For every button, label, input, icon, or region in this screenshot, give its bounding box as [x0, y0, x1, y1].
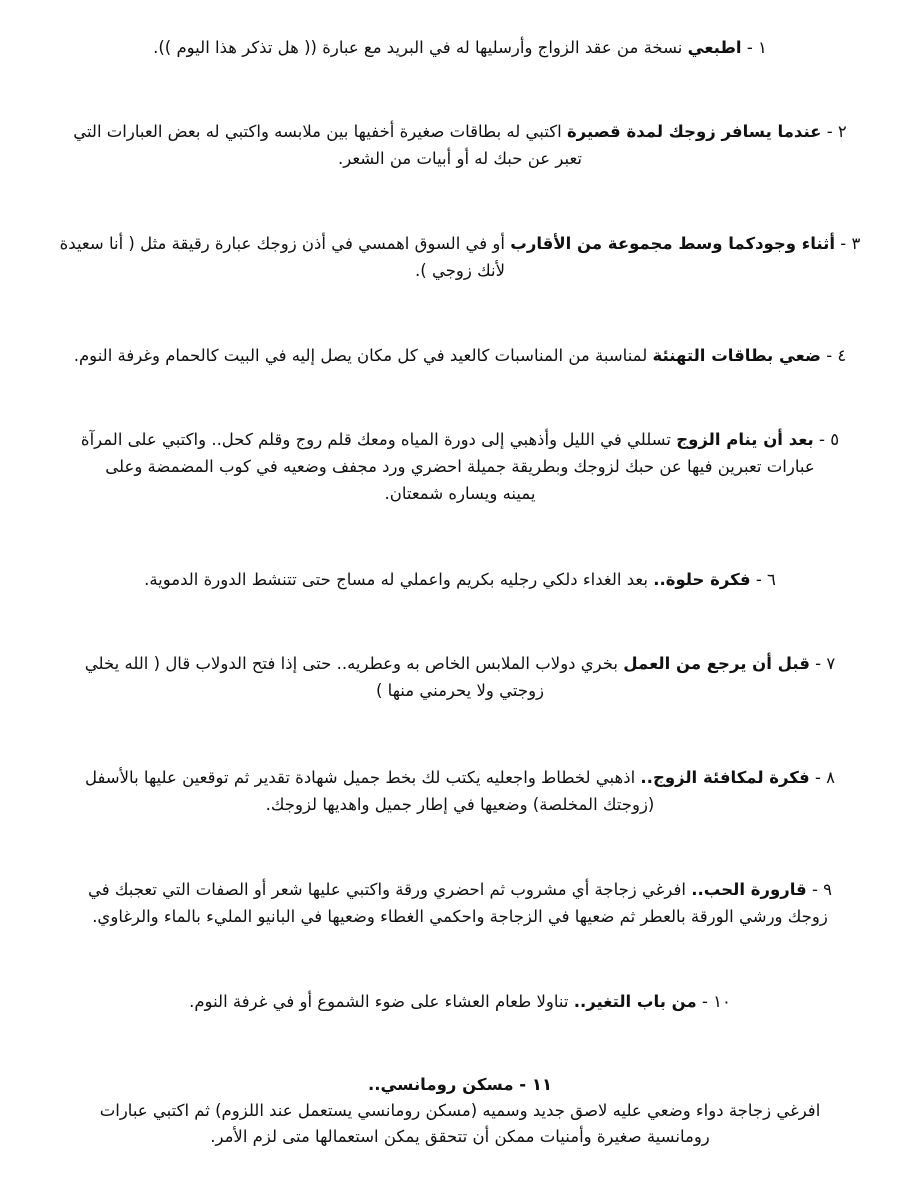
- tip-11-title: [36, 1072, 884, 1098]
- tip-6: [36, 566, 884, 593]
- tip-9: [36, 876, 884, 930]
- tip-3-line-2: لأنك زوجي ).: [415, 261, 505, 280]
- tip-8-line-1: [36, 764, 884, 791]
- tip-10-line-1: [36, 988, 884, 1015]
- tip-5-text: تسللي في الليل وأذهبي إلى دورة المياه ومعك قلم روج وقلم كحل.. واكتبي على المرآة: [80, 430, 671, 449]
- tip-11-line-1: افرغي زجاجة دواء وضعي عليه لاصق جديد وسميه (مسكن رومانسي يستعمل عند اللزوم) ثم اكتبي عبارات: [99, 1101, 821, 1120]
- tip-5-lead: بعد أن ينام الزوج: [676, 430, 814, 449]
- tip-4-lead: ضعي بطاقات التهنئة: [652, 346, 821, 365]
- tip-7-line-2: زوجتي ولا يحرمني منها ): [375, 681, 545, 700]
- tip-9-number: ٩ -: [811, 880, 833, 899]
- tip-8-lead: فكرة لمكافئة الزوج..: [640, 768, 810, 787]
- tip-7-lead: قبل أن يرجع من العمل: [623, 654, 810, 673]
- tip-7: [36, 650, 884, 704]
- tip-2-number: ٢ -: [826, 122, 847, 141]
- tip-5-line-2: عبارات تعبرين فيها عن حبك لزوجك وبطريقة جميلة احضري ورد مجفف وضعيه في كوب المضمضة وعلى: [105, 457, 815, 476]
- tip-6-number: ٦ -: [755, 570, 776, 589]
- tip-5: [36, 426, 884, 507]
- tip-2-line-1: [36, 118, 884, 145]
- tip-9-line-1: [36, 876, 884, 903]
- tip-4-line-1: [36, 342, 884, 369]
- tip-7-number: ٧ -: [815, 654, 836, 673]
- tip-5-line-1: [36, 426, 884, 453]
- tip-1-number: ١ -: [746, 38, 767, 57]
- tip-5-number: ٥ -: [819, 430, 840, 449]
- tip-11: [36, 1072, 884, 1150]
- tip-1: [36, 34, 884, 61]
- tip-2: [36, 118, 884, 172]
- tip-9-line-2: زوجك ورشي الورقة بالعطر ثم ضعيها في الزجاجة واحكمي الغطاء وضعيها في البانيو المليء بالماء والرغاوي.: [92, 907, 828, 926]
- tip-4-number: ٤ -: [826, 346, 847, 365]
- tip-7-text: بخري دولاب الملابس الخاص به وعطريه.. حتى إذا فتح الدولاب قال ( الله يخلي: [84, 654, 619, 673]
- tip-3: [36, 230, 884, 284]
- tip-8-number: ٨ -: [814, 768, 836, 787]
- tip-8-line-2: (زوجتك المخلصة) وضعيها في إطار جميل واهديها لزوجك.: [265, 795, 655, 814]
- tip-11-lead: مسكن رومانسي..: [367, 1075, 514, 1094]
- tip-11-line-2: رومانسية صغيرة وأمنيات ممكن أن تتحقق يمكن استعمالها متى لزم الأمر.: [210, 1127, 710, 1146]
- tip-9-text: افرغي زجاجة أي مشروب ثم احضري ورقة واكتبي عليها شعر أو الصفات التي تعجبك في: [87, 880, 686, 899]
- tip-10-text: تناولا طعام العشاء على ضوء الشموع أو في غرفة النوم.: [189, 992, 569, 1011]
- tip-4: [36, 342, 884, 369]
- tip-1-text: نسخة من عقد الزواج وأرسليها له في البريد مع عبارة (( هل تذكر هذا اليوم )).: [153, 38, 683, 57]
- tip-1-lead: اطبعي: [687, 38, 742, 57]
- tip-8-text: اذهبي لخطاط واجعليه يكتب لك بخط جميل شهادة تقدير ثم توقعين عليها بالأسفل: [84, 768, 636, 787]
- tip-6-text: بعد الغداء دلكي رجليه بكريم واعملي له مساج حتى تتنشط الدورة الدموية.: [144, 570, 648, 589]
- tip-7-line-1: [36, 650, 884, 677]
- tip-3-lead: أثناء وجودكما وسط مجموعة من الأقارب: [510, 234, 836, 253]
- tip-6-line-1: [36, 566, 884, 593]
- tip-10-number: ١٠ -: [701, 992, 731, 1011]
- tip-9-lead: قارورة الحب..: [691, 880, 807, 899]
- tip-2-text: اكتبي له بطاقات صغيرة أخفيها بين ملابسه واكتبي له بعض العبارات التي: [73, 122, 562, 141]
- tip-2-lead: عندما يسافر زوجك لمدة قصيرة: [566, 122, 822, 141]
- tip-5-line-3: يمينه ويساره شمعتان.: [384, 484, 536, 503]
- tip-11-number: ١١ -: [519, 1075, 553, 1094]
- tip-3-line-1: [36, 230, 884, 257]
- tip-10-lead: من باب التغير..: [573, 992, 697, 1011]
- tip-10: [36, 988, 884, 1015]
- tip-3-text: أو في السوق اهمسي في أذن زوجك عبارة رقيقة مثل ( أنا سعيدة: [59, 234, 505, 253]
- tip-6-lead: فكرة حلوة..: [653, 570, 751, 589]
- tip-3-number: ٣ -: [840, 234, 861, 253]
- tip-1-line-1: [36, 34, 884, 61]
- tip-8: [36, 764, 884, 818]
- tip-2-line-2: تعبر عن حبك له أو أبيات من الشعر.: [337, 149, 583, 168]
- tip-4-text: لمناسبة من المناسبات كالعيد في كل مكان يصل إليه في البيت كالحمام وغرفة النوم.: [73, 346, 648, 365]
